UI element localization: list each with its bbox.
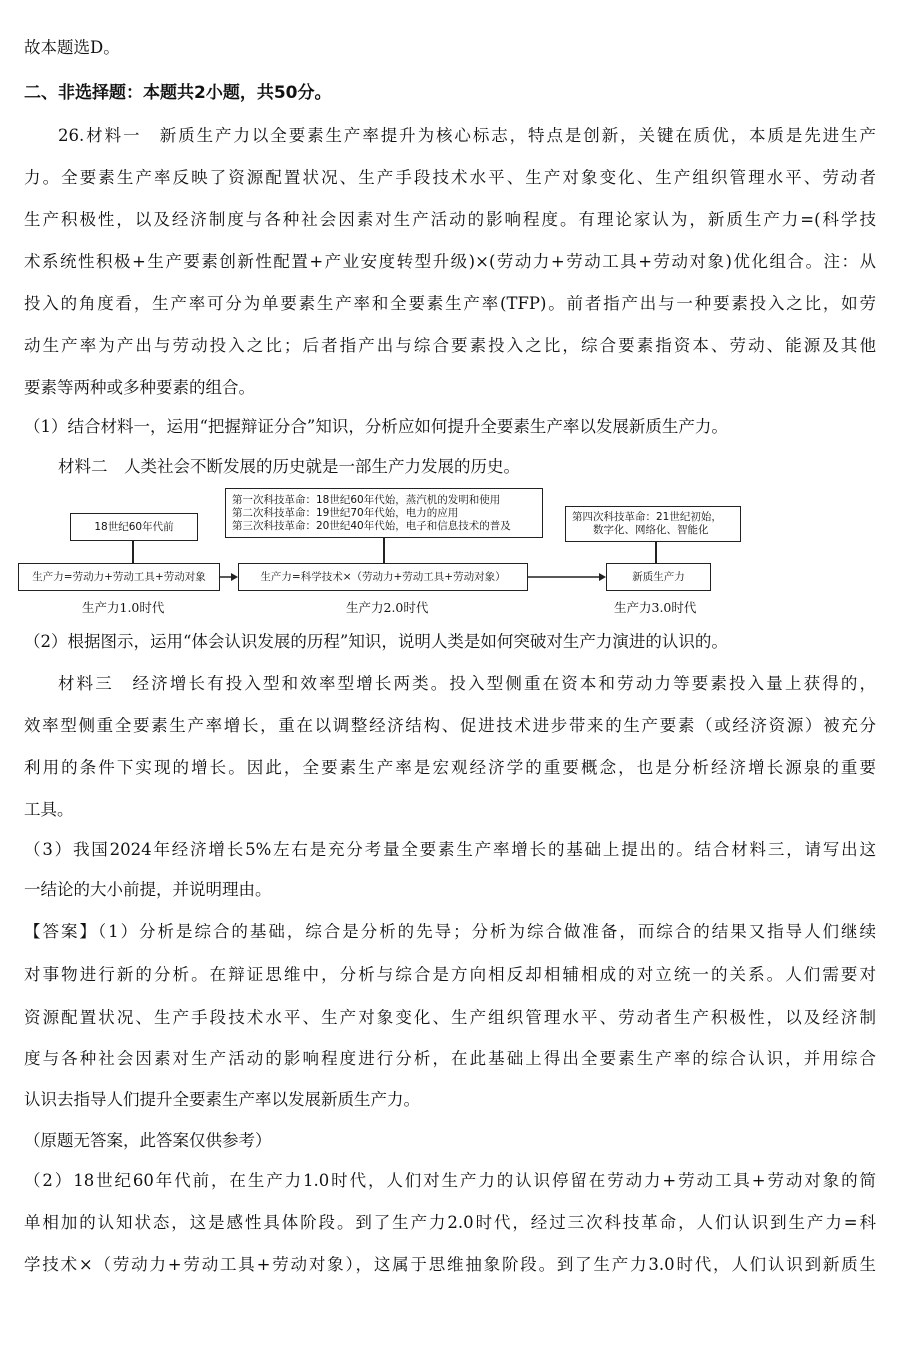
text-line: 投入的角度看，生产率可分为单要素生产率和全要素生产率(TFP)。前者指产出与一种要素投入之比，如劳 [24,294,876,313]
text-line: （2）18世纪60年代前，在生产力1.0时代，人们对生产力的认识停留在劳动力+劳动工具+劳动对象的简 [24,1171,876,1190]
revolution-4-text: 第四次科技革命：21世纪初始， [572,511,722,523]
material-2-text: 材料二 人类社会不断发展的历史就是一部生产力发展的历史。 [58,457,520,476]
text-line: 一结论的大小前提，并说明理由。 [24,880,272,899]
revolution-4-detail: 数字化、网络化、智能化 [572,524,709,536]
answer-text: 【答案】（1）分析是综合的基础，综合是分析的先导；分析为综合做准备，而综合的结果又指导人们继续 [24,922,876,941]
text-line: 材料三 经济增长有投入型和效率型增长两类。投入型侧重在资本和劳动力等要素投入量上获得的， [58,674,876,693]
text-line: 要素等两种或多种要素的组合。 [24,378,255,397]
text-line: 术系统性积极+生产要素创新性配置+产业安度转型升级)×(劳动力+劳动工具+劳动对象)优化组合。注：从 [24,252,876,271]
text-line: 学技术×（劳动力+劳动工具+劳动对象），这属于思维抽象阶段。到了生产力3.0时代，人们认识到新质生 [24,1255,876,1274]
text-line: 效率型侧重全要素生产率增长，重在以调整经济结构、促进技术进步带来的生产要素（或经济资源）被充分 [24,716,876,735]
box-productivity-1: 生产力=劳动力+劳动工具+劳动对象 [18,563,220,591]
productivity-diagram [0,470,900,620]
era-1-label: 生产力1.0时代 [82,600,165,615]
text-line: 单相加的认知状态，这是感性具体阶段。到了生产力2.0时代，经过三次科技革命，人们认识到生产力=科 [24,1213,876,1232]
era-2-label: 生产力2.0时代 [346,600,429,615]
revolution-1-text: 第一次科技革命：18世纪60年代始，蒸汽机的发明和使用 [232,493,501,506]
text-line: 利用的条件下实现的增长。因此，全要素生产率是宏观经济学的重要概念，也是分析经济增长源泉的重要 [24,758,876,777]
question-2: （2）根据图示，运用“体会认识发展的历程”知识，说明人类是如何突破对生产力演进的认识的。 [24,632,728,651]
section-heading: 二、非选择题：本题共2小题，共50分。 [24,83,332,103]
text-line: 故本题选D。 [24,38,120,57]
question-1: （1）结合材料一，运用“把握辩证分合”知识，分析应如何提升全要素生产率以发展新质生产力。 [24,417,728,436]
box-pre-1760: 18世纪60年代前 [70,513,198,541]
text-line: 生产积极性，以及经济制度与各种社会因素对生产活动的影响程度。有理论家认为，新质生产力=(科学技 [24,210,876,229]
box-productivity-2: 生产力=科学技术×（劳动力+劳动工具+劳动对象） [238,563,528,591]
text-line: 工具。 [24,800,74,819]
era-3-label: 生产力3.0时代 [614,600,697,615]
question-3: （3）我国2024年经济增长5%左右是充分考量全要素生产率增长的基础上提出的。结合材料三，请写出这 [24,840,876,859]
text-line: 26.材料一 新质生产力以全要素生产率提升为核心标志，特点是创新，关键在质优，本质是先进生产 [58,126,876,145]
answer-note: （原题无答案，此答案仅供参考） [24,1131,272,1150]
text-line: 度与各种社会因素对生产活动的影响程度进行分析，在此基础上得出全要素生产率的综合认识，并用综合 [24,1049,876,1068]
text-line: 动生产率为产出与劳动投入之比；后者指产出与综合要素投入之比，综合要素指资本、劳动、能源及其他 [24,336,876,355]
revolution-3-text: 第三次科技革命：20世纪40年代始，电子和信息技术的普及 [232,519,511,532]
box-productivity-3: 新质生产力 [606,563,711,591]
arrow-2-head [599,573,606,581]
text-line: 力。全要素生产率反映了资源配置状况、生产手段技术水平、生产对象变化、生产组织管理水平、劳动者 [24,168,876,187]
text-line: 对事物进行新的分析。在辩证思维中，分析与综合是方向相反却相辅相成的对立统一的关系。人们需要对 [24,965,876,984]
text-line: 资源配置状况、生产手段技术水平、生产对象变化、生产组织管理水平、劳动者生产积极性，以及经济制 [24,1008,876,1027]
arrow-1-head [231,573,238,581]
text-line: 认识去指导人们提升全要素生产率以发展新质生产力。 [24,1090,420,1109]
revolution-2-text: 第二次科技革命：19世纪70年代始，电力的应用 [232,506,459,519]
